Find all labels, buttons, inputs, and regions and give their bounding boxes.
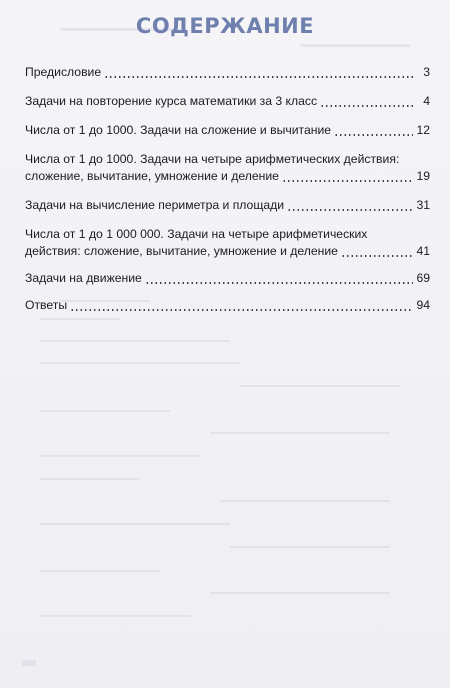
- leader-dots: [341, 255, 413, 257]
- leader-dots: [334, 134, 413, 136]
- toc-page-number: 12: [416, 123, 430, 137]
- toc-page-number: 69: [416, 271, 430, 285]
- toc-entry-text: Задачи на повторение курса математики за 3 класс: [25, 94, 318, 108]
- toc-entry-answers: [25, 297, 430, 314]
- toc-entry-text-line2: сложение, вычитание, умножение и деление: [25, 169, 279, 183]
- leader-dots: [320, 105, 413, 107]
- toc-entry-text-line1: Числа от 1 до 1 000 000. Задачи на четыре арифметических: [25, 227, 368, 241]
- toc-page-number: 3: [423, 65, 430, 79]
- leader-dots: [104, 76, 413, 78]
- toc-entry-text-line2: действия: сложение, вычитание, умножение и деление: [25, 244, 338, 258]
- toc-entry-text: Предисловие: [25, 65, 102, 79]
- page-title: СОДЕРЖАНИЕ: [135, 14, 315, 38]
- toc-page-number: 41: [416, 244, 430, 258]
- leader-dots: [282, 180, 413, 182]
- toc-entry-text-line1: Числа от 1 до 1000. Задачи на четыре арифметических действия:: [25, 152, 400, 166]
- toc-entry-perimeter-area: [25, 197, 430, 214]
- toc-entry-numbers-million-four-ops: [25, 226, 430, 260]
- leader-dots: [145, 282, 413, 284]
- table-of-contents: [25, 64, 430, 323]
- toc-entry-review-grade-3: [25, 93, 430, 110]
- leader-dots: [287, 209, 413, 211]
- toc-entry-last-line: [25, 243, 430, 260]
- toc-page-number: 19: [416, 169, 430, 183]
- toc-entry-numbers-1000-add-sub: [25, 122, 430, 139]
- toc-entry-last-line: [25, 168, 430, 185]
- toc-page-number: 31: [416, 198, 430, 212]
- leader-dots: [70, 309, 413, 311]
- toc-entry-motion: [25, 270, 430, 287]
- toc-page-number: 4: [423, 94, 430, 108]
- toc-entry-text: Задачи на вычисление периметра и площади: [25, 198, 285, 212]
- toc-entry-numbers-1000-four-ops: [25, 151, 430, 185]
- toc-entry-text: Числа от 1 до 1000. Задачи на сложение и вычитание: [25, 123, 332, 137]
- toc-entry-preface: [25, 64, 430, 81]
- toc-entry-text: Ответы: [25, 298, 68, 312]
- toc-entry-text: Задачи на движение: [25, 271, 142, 285]
- toc-page-number: 94: [416, 298, 430, 312]
